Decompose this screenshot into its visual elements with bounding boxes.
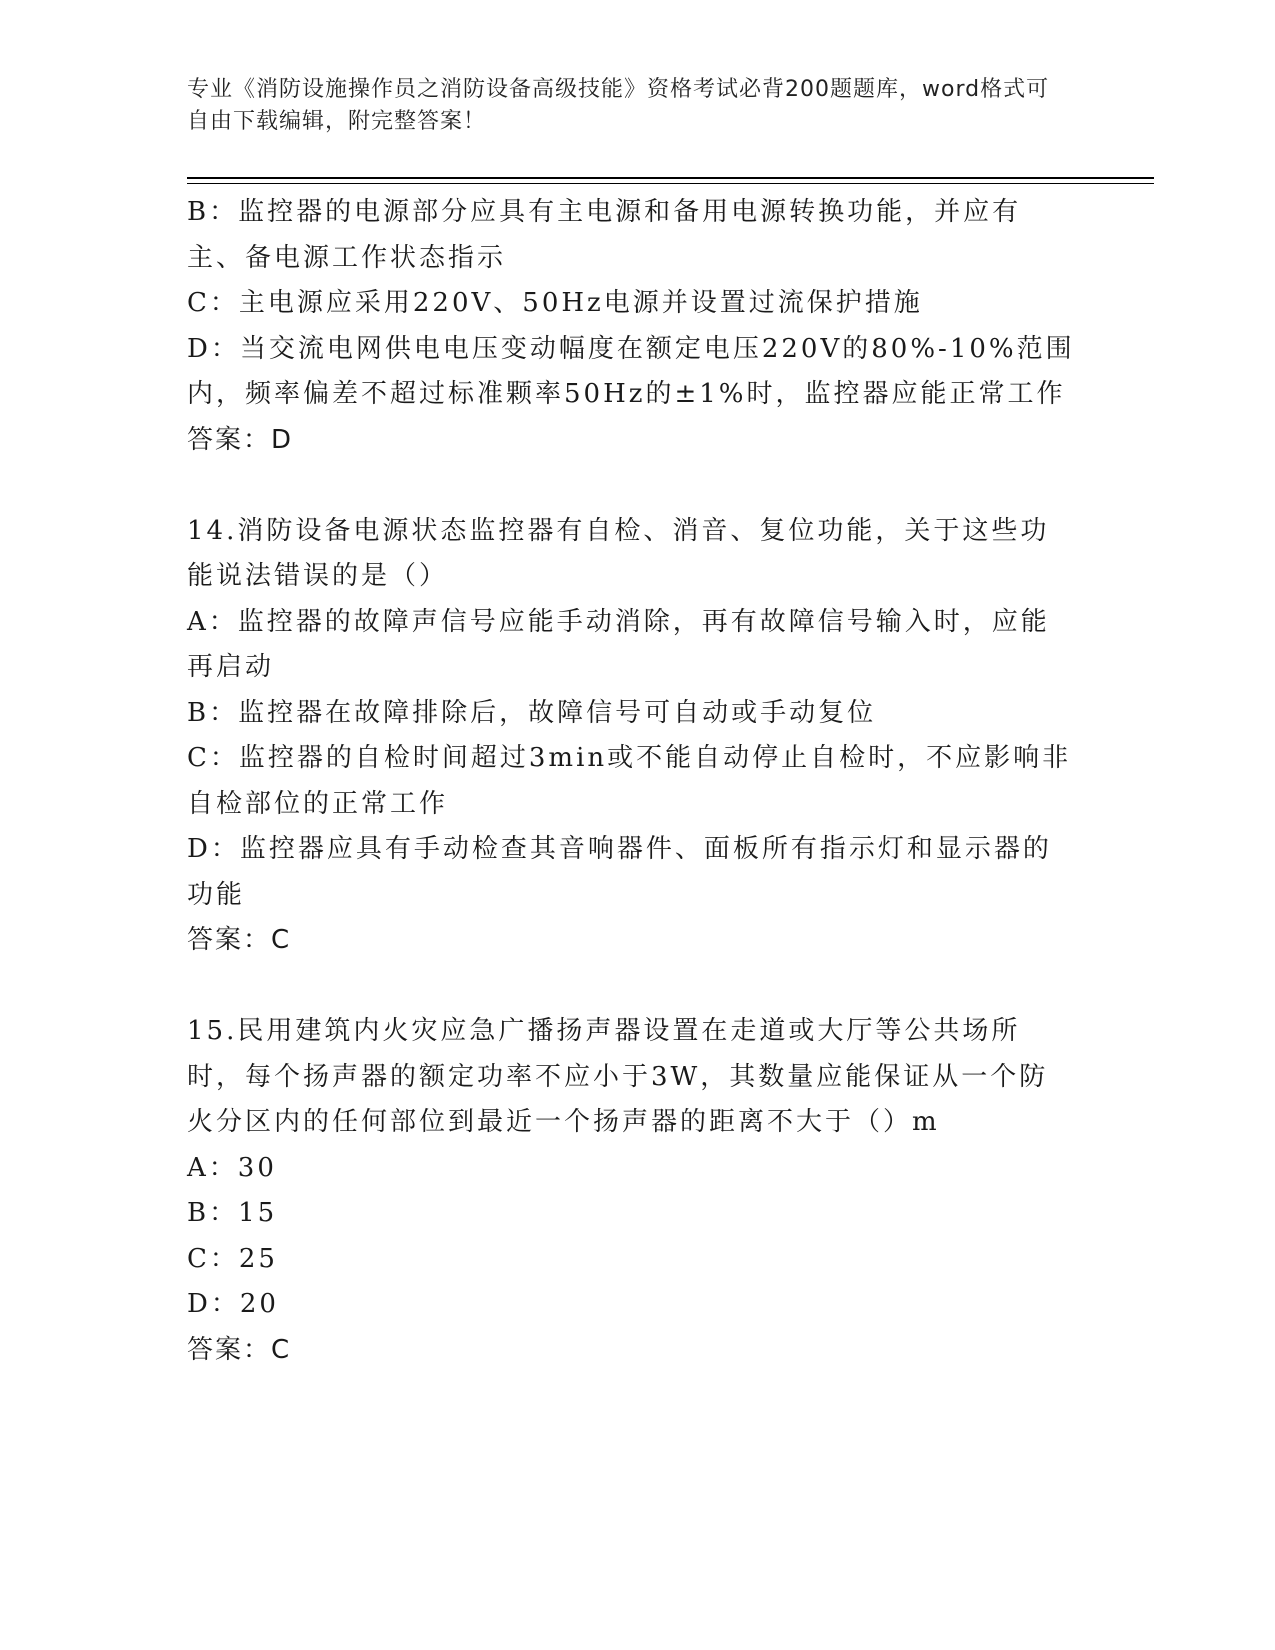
question-stem: 14.消防设备电源状态监控器有自检、消音、复位功能，关于这些功能说法错误的是（）: [187, 515, 1050, 591]
question-14: [187, 509, 1077, 964]
option-b: B：监控器的电源部分应具有主电源和备用电源转换功能，并应有主、备电源工作状态指示: [187, 197, 1022, 273]
option-a: A：监控器的故障声信号应能手动消除，再有故障信号输入时，应能再启动: [187, 606, 1050, 682]
option-d: D：20: [187, 1289, 279, 1319]
answer: 答案：C: [187, 925, 292, 955]
option-c: C：监控器的自检时间超过3min或不能自动停止自检时，不应影响非自检部位的正常工作: [187, 743, 1072, 819]
option-b: B：15: [187, 1198, 278, 1228]
header-rule-thin: [187, 183, 1154, 184]
option-d: D：当交流电网供电电压变动幅度在额定电压220V的80%-10%范围内，频率偏差不超过标准颗率50Hz的±1%时，监控器应能正常工作: [187, 333, 1075, 409]
header-rule-thick: [187, 177, 1154, 179]
option-c: C：25: [187, 1243, 278, 1274]
question-13-continued: [187, 190, 1077, 463]
question-15: [187, 1009, 1077, 1373]
option-d: D：监控器应具有手动检查其音响器件、面板所有指示灯和显示器的功能: [187, 834, 1052, 910]
page-header: 专业《消防设施操作员之消防设备高级技能》资格考试必背200题题库，word格式可自由下载编辑，附完整答案！: [187, 77, 1050, 134]
spacer: [187, 964, 1077, 1010]
option-a: A：30: [187, 1152, 277, 1183]
answer: 答案：D: [187, 424, 294, 455]
question-stem: 15.民用建筑内火灾应急广播扬声器设置在走道或大厅等公共场所时，每个扬声器的额定功率不应小于3W，其数量应能保证从一个防火分区内的任何部位到最近一个扬声器的距离不大于（）m: [187, 1016, 1049, 1137]
page-content: [187, 190, 1077, 1373]
option-b: B：监控器在故障排除后，故障信号可自动或手动复位: [187, 697, 877, 728]
spacer: [187, 463, 1077, 509]
answer: 答案：C: [187, 1334, 292, 1365]
option-c: C：主电源应采用220V、50Hz电源并设置过流保护措施: [187, 288, 923, 318]
